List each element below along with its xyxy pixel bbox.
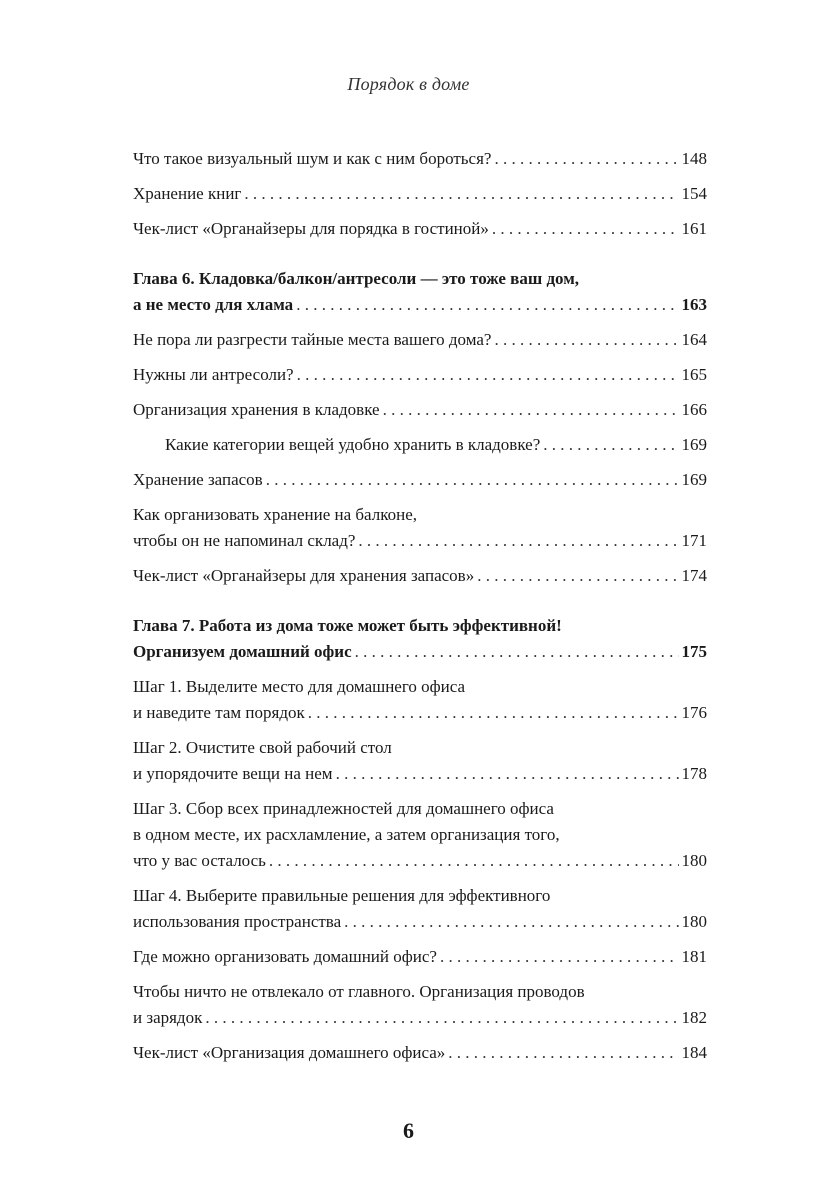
toc-entry-title-continued: и упорядочите вещи на нем	[133, 764, 333, 783]
toc-entry-page: 154	[681, 184, 707, 203]
toc-entry-title: Хранение запасов	[133, 470, 263, 489]
running-header: Порядок в доме	[347, 74, 470, 94]
toc-entry-title: Шаг 3. Сбор всех принадлежностей для домашнего офиса	[133, 799, 554, 818]
toc-chapter-entry[interactable]	[133, 266, 707, 318]
toc-leader-dots	[205, 1005, 678, 1031]
toc-entry-title: Глава 6. Кладовка/балкон/антресоли — это тоже ваш дом,	[133, 269, 580, 288]
toc-entry-page: 163	[681, 295, 707, 314]
toc-entry-title: Какие категории вещей удобно хранить в кладовке?	[165, 435, 541, 454]
toc-leader-dots	[383, 397, 679, 423]
toc-entry-title: Организация хранения в кладовке	[133, 400, 380, 419]
toc-leader-dots	[492, 216, 679, 242]
toc-entry-page: 180	[681, 912, 707, 931]
toc-entry-title-continued: использования пространства	[133, 912, 342, 931]
toc-entry-title: Чек-лист «Органайзеры для порядка в гостиной»	[133, 219, 489, 238]
toc-leader-dots	[336, 761, 679, 787]
toc-leader-dots	[266, 467, 679, 493]
toc-entry[interactable]	[133, 979, 707, 1031]
toc-entry-page: 169	[681, 470, 707, 489]
toc-entry[interactable]	[133, 563, 707, 589]
toc-entry-title-continued: и наведите там порядок	[133, 703, 305, 722]
toc-entry[interactable]	[133, 796, 707, 874]
toc-leader-dots	[355, 639, 679, 665]
toc-leader-dots	[543, 432, 678, 458]
toc-entry[interactable]	[133, 502, 707, 554]
toc-entry-title-continued: в одном месте, их расхламление, а затем организация того,	[133, 825, 560, 844]
toc-entry-page: 169	[681, 435, 707, 454]
toc-entry-title: Шаг 1. Выделите место для домашнего офиса	[133, 677, 466, 696]
toc-entry-title-continued: Организуем домашний офис	[133, 642, 352, 661]
toc-entry-title-continued: а не место для хлама	[133, 295, 294, 314]
toc-entry-page: 166	[681, 400, 707, 419]
toc-entry[interactable]	[133, 883, 707, 935]
toc-leader-dots	[448, 1040, 678, 1066]
toc-entry-title: Хранение книг	[133, 184, 242, 203]
toc-entry-page: 161	[681, 219, 707, 238]
toc-entry-title-continued: чтобы он не напоминал склад?	[133, 531, 356, 550]
toc-leader-dots	[494, 146, 678, 172]
toc-entry-page: 164	[681, 330, 707, 349]
toc-entry[interactable]	[133, 327, 707, 353]
toc-leader-dots	[440, 944, 679, 970]
toc-entry-title: Не пора ли разгрести тайные места вашего дома?	[133, 330, 492, 349]
toc-entry-page: 176	[681, 703, 707, 722]
toc-entry-title: Чтобы ничто не отвлекало от главного. Организация проводов	[133, 982, 585, 1001]
toc-entry-title: Чек-лист «Организация домашнего офиса»	[133, 1043, 446, 1062]
toc-entry[interactable]	[133, 735, 707, 787]
toc-entry[interactable]	[133, 674, 707, 726]
toc-entry[interactable]	[133, 146, 707, 172]
toc-leader-dots	[494, 327, 678, 353]
toc-leader-dots	[269, 848, 679, 874]
toc-entry-title: Как организовать хранение на балконе,	[133, 505, 418, 524]
toc-entry-title: Где можно организовать домашний офис?	[133, 947, 437, 966]
toc-entry-page: 165	[681, 365, 707, 384]
toc-entry-page: 182	[681, 1008, 707, 1027]
toc-leader-dots	[344, 909, 678, 935]
toc-entry-title: Нужны ли антресоли?	[133, 365, 294, 384]
page-number: 6	[403, 1118, 414, 1143]
toc-entry-page: 148	[681, 149, 707, 168]
toc-entry-page: 175	[681, 642, 707, 661]
toc-leader-dots	[358, 528, 678, 554]
toc-entry-page: 178	[681, 764, 707, 783]
toc-entry[interactable]	[133, 397, 707, 423]
toc-leader-dots	[244, 181, 678, 207]
toc-leader-dots	[308, 700, 679, 726]
toc-entry[interactable]	[133, 1040, 707, 1066]
toc-entry-title: Чек-лист «Органайзеры для хранения запасов»	[133, 566, 475, 585]
toc-entry-title-continued: и зарядок	[133, 1008, 203, 1027]
toc-entry[interactable]	[133, 216, 707, 242]
toc-entry-title: Глава 7. Работа из дома тоже может быть эффективной!	[133, 616, 562, 635]
toc-entry[interactable]	[133, 181, 707, 207]
toc-entry-page: 180	[681, 851, 707, 870]
toc-entry-page: 184	[681, 1043, 707, 1062]
toc-entry[interactable]	[133, 362, 707, 388]
toc-chapter-entry[interactable]	[133, 613, 707, 665]
toc-entry[interactable]	[133, 944, 707, 970]
toc-subentry[interactable]	[133, 432, 707, 458]
toc-entry-title: Что такое визуальный шум и как с ним бороться?	[133, 149, 492, 168]
toc-entry[interactable]	[133, 467, 707, 493]
toc-entry-title: Шаг 4. Выберите правильные решения для эффективного	[133, 886, 551, 905]
toc-entry-title: Шаг 2. Очистите свой рабочий стол	[133, 738, 392, 757]
toc-entry-page: 174	[681, 566, 707, 585]
toc-leader-dots	[296, 292, 678, 318]
table-of-contents	[133, 146, 707, 1075]
toc-leader-dots	[477, 563, 678, 589]
toc-entry-title-continued: что у вас осталось	[133, 851, 266, 870]
toc-leader-dots	[297, 362, 679, 388]
toc-entry-page: 181	[681, 947, 707, 966]
toc-entry-page: 171	[681, 531, 707, 550]
